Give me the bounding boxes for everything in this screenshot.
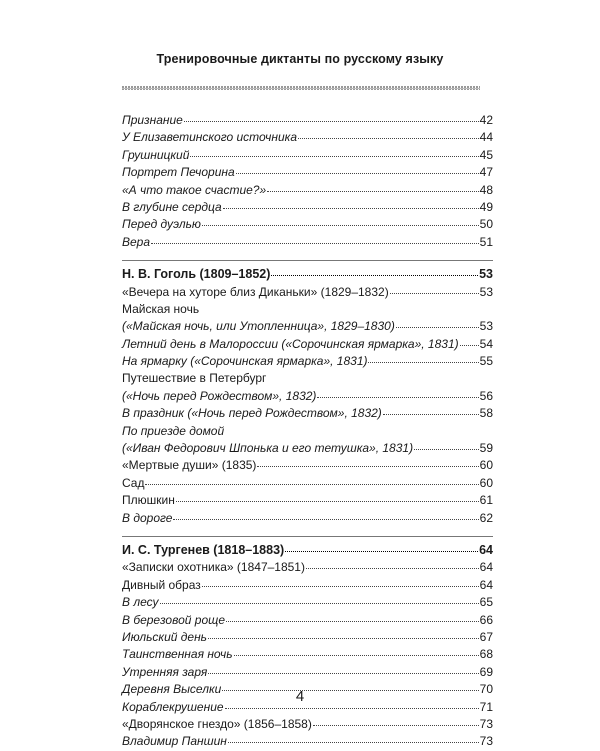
toc-entry-page: 65 [479, 595, 493, 610]
toc-author-entry [122, 542, 493, 559]
toc-entry-page: 70 [479, 682, 493, 697]
toc-entry-title: («Майская ночь, или Утопленница», 1829–1830) [122, 319, 395, 334]
dot-leader [271, 274, 478, 276]
toc-entry-title: «Дворянское гнездо» (1856–1858) [122, 716, 312, 731]
toc-entry-title: В лесу [122, 595, 159, 610]
toc-entry-title: Летний день в Малороссии («Сорочинская ярмарка», 1831) [122, 336, 459, 351]
toc-entry [122, 370, 493, 387]
dot-leader [223, 207, 479, 209]
dot-leader [257, 465, 478, 467]
section-divider [122, 536, 493, 537]
dot-leader [173, 518, 478, 520]
toc-entry-page: 62 [479, 510, 493, 525]
dot-leader [202, 224, 479, 226]
dot-leader [460, 344, 479, 346]
toc-entry-page: 50 [479, 217, 493, 232]
toc-entry-title: Владимир Паншин [122, 734, 227, 749]
toc-entry [122, 182, 493, 199]
toc-entry-page: 67 [479, 629, 493, 644]
toc-entry-page: 73 [479, 734, 493, 749]
toc-entry [122, 559, 493, 576]
toc-entry-page: 60 [479, 458, 493, 473]
toc-entry [122, 423, 493, 440]
toc-entry-title: Признание [122, 113, 183, 127]
toc-entry-page: 53 [479, 267, 493, 282]
toc-entry [122, 440, 493, 457]
toc-section [122, 536, 493, 751]
table-of-contents [122, 112, 493, 751]
toc-entry [122, 199, 493, 216]
dot-leader [236, 172, 479, 174]
dot-leader [368, 361, 478, 363]
toc-entry-page: 47 [479, 165, 493, 180]
toc-entry-page: 64 [479, 577, 493, 592]
toc-entry-title: Дивный образ [122, 577, 201, 592]
toc-entry-title: Утренняя заря [122, 664, 208, 679]
toc-entry-title: («Ночь перед Рождеством», 1832) [122, 388, 317, 403]
toc-entry-title: Таинственная ночь [122, 647, 233, 662]
toc-entry [122, 457, 493, 474]
toc-entry [122, 147, 493, 164]
toc-entry-title: Сад [122, 475, 145, 490]
toc-entry-title: На ярмарку («Сорочинская ярмарка», 1831) [122, 354, 368, 369]
toc-entry-page: 53 [479, 319, 493, 334]
toc-entry [122, 716, 493, 733]
dot-leader [184, 120, 479, 122]
dot-leader [226, 620, 479, 622]
toc-entry [122, 318, 493, 335]
toc-entry-title: У Елизаветинского источника [122, 130, 298, 145]
toc-entry-page: 51 [479, 234, 493, 249]
dot-leader [208, 672, 478, 674]
toc-entry-page: 73 [479, 716, 493, 731]
toc-entry [122, 629, 493, 646]
dot-leader [414, 448, 479, 450]
toc-entry-page: 53 [479, 284, 493, 299]
dot-leader [176, 500, 479, 502]
toc-entry [122, 301, 493, 318]
toc-entry-page: 49 [479, 199, 493, 214]
toc-entry-title: «Вечера на хуторе близ Диканьки» (1829–1832) [122, 284, 389, 299]
dot-leader [190, 155, 478, 157]
toc-entry [122, 129, 493, 146]
toc-entry-title: Деревня Выселки [122, 682, 222, 697]
toc-entry-title: Кораблекрушение [122, 699, 224, 714]
dot-leader [285, 550, 478, 552]
toc-entry [122, 284, 493, 301]
toc-entry [122, 405, 493, 422]
toc-entry-title: В праздник («Ночь перед Рождеством», 1832) [122, 406, 382, 421]
toc-entry-page: 69 [479, 664, 493, 679]
toc-entry-title: «А что такое счастие?» [122, 182, 267, 197]
toc-section [122, 112, 493, 251]
toc-author-entry [122, 266, 493, 283]
toc-entry [122, 353, 493, 370]
toc-entry [122, 234, 493, 251]
toc-entry [122, 164, 493, 181]
toc-entry [122, 612, 493, 629]
dot-leader [390, 292, 479, 294]
dot-leader [396, 326, 479, 328]
toc-entry [122, 112, 493, 129]
toc-entry [122, 492, 493, 509]
toc-entry-page: 58 [479, 406, 493, 421]
toc-entry-page: 42 [479, 113, 493, 127]
toc-entry-title: По приезде домой [122, 423, 225, 438]
page-number: 4 [295, 688, 305, 705]
toc-entry-title: «Мертвые души» (1835) [122, 458, 257, 473]
toc-entry-title: Портрет Печорина [122, 165, 235, 180]
toc-entry-title: Майская ночь [122, 301, 200, 316]
toc-entry-title: И. С. Тургенев (1818–1883) [122, 542, 285, 557]
toc-entry-page: 66 [479, 612, 493, 627]
toc-entry-page: 55 [479, 354, 493, 369]
toc-entry-page: 59 [479, 441, 493, 456]
toc-entry-page: 68 [479, 647, 493, 662]
toc-entry-page: 45 [479, 147, 493, 162]
toc-entry-page: 71 [479, 699, 493, 714]
header-divider [122, 86, 480, 90]
toc-entry-title: Н. В. Гоголь (1809–1852) [122, 267, 271, 282]
dot-leader [151, 242, 479, 244]
toc-entry [122, 336, 493, 353]
toc-entry [122, 388, 493, 405]
toc-entry [122, 646, 493, 663]
dot-leader [228, 741, 479, 743]
toc-entry-page: 64 [479, 542, 493, 557]
toc-entry-title: «Записки охотника» (1847–1851) [122, 560, 305, 575]
dot-leader [225, 707, 479, 709]
toc-entry-page: 61 [479, 493, 493, 508]
toc-entry [122, 475, 493, 492]
dot-leader [383, 413, 479, 415]
toc-entry-title: Вера [122, 234, 151, 249]
dot-leader [202, 585, 479, 587]
toc-entry-title: В дороге [122, 510, 173, 525]
dot-leader [306, 567, 479, 569]
toc-entry-page: 48 [479, 182, 493, 197]
dot-leader [160, 602, 479, 604]
toc-entry [122, 577, 493, 594]
toc-entry-title: Грушницкий [122, 147, 190, 162]
section-divider [122, 260, 493, 261]
toc-entry-title: («Иван Федорович Шпонька и его тетушка», 1831) [122, 441, 414, 456]
page-header-title: Тренировочные диктанты по русскому языку [156, 52, 444, 66]
toc-section [122, 260, 493, 527]
toc-entry-page: 54 [479, 336, 493, 351]
dot-leader [298, 137, 479, 139]
dot-leader [313, 724, 479, 726]
dot-leader [208, 637, 479, 639]
toc-entry-page: 56 [479, 388, 493, 403]
dot-leader [317, 396, 478, 398]
toc-entry-page: 44 [479, 130, 493, 145]
toc-entry [122, 216, 493, 233]
toc-entry-title: В березовой роще [122, 612, 226, 627]
toc-entry [122, 664, 493, 681]
toc-entry-page: 60 [479, 475, 493, 490]
toc-entry-title: Июльский день [122, 629, 207, 644]
toc-entry-title: Плюшкин [122, 493, 175, 508]
toc-entry-title: Перед дуэлью [122, 217, 201, 232]
toc-entry-page: 64 [479, 560, 493, 575]
dot-leader [234, 654, 479, 656]
dot-leader [145, 483, 478, 485]
toc-entry-title: Путешествие в Петербург [122, 371, 267, 386]
toc-entry [122, 733, 493, 750]
toc-entry [122, 510, 493, 527]
dot-leader [267, 190, 478, 192]
toc-entry [122, 594, 493, 611]
toc-entry-title: В глубине сердца [122, 199, 222, 214]
